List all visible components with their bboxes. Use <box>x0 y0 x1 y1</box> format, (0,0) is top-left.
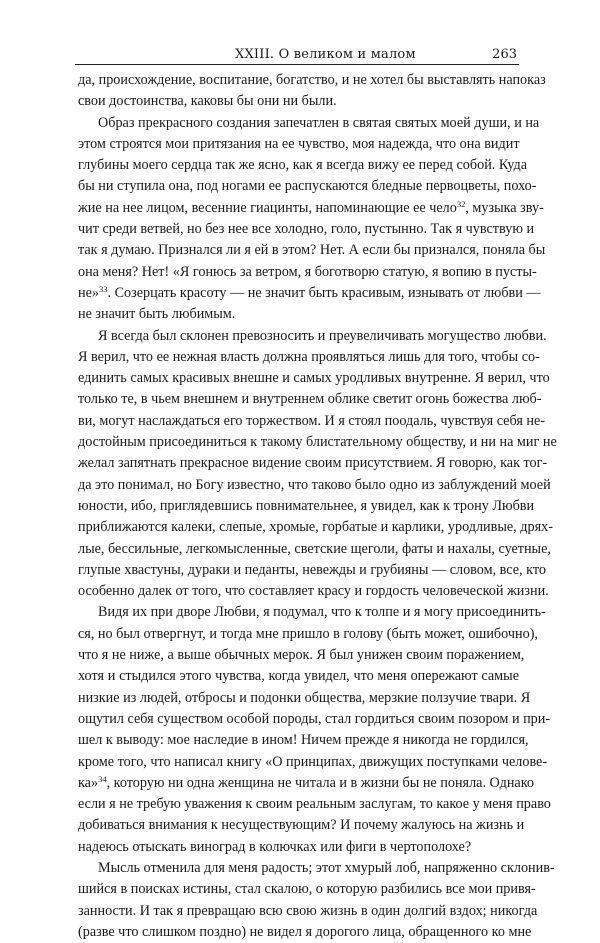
running-title: XXIII. О великом и малом <box>235 47 416 62</box>
paragraph <box>78 326 557 603</box>
text-line <box>78 752 548 773</box>
text-line <box>78 368 550 389</box>
paragraph <box>78 858 555 943</box>
line-text: занности. И так я превращаю всю свою жизнь в один долгий вздох; никогда <box>78 902 538 919</box>
line-text: достойным присоединиться к такому блистательному обществу, и ни на миг не <box>78 434 557 451</box>
paragraph <box>78 113 546 326</box>
text-line <box>78 539 551 560</box>
text-line <box>78 326 547 347</box>
paragraph <box>78 70 546 113</box>
paragraph <box>78 602 551 858</box>
line-text: шийся в поисках истины, стал скалою, о которую разбились все мои привя- <box>78 881 536 898</box>
line-text: не значит быть любимым. <box>78 306 236 323</box>
line-text: приближаются калеки, слепые, хромые, горбатые и карлики, уродливые, дрях- <box>78 519 553 536</box>
line-text: . Созерцать красоту — не значит быть красивым, изнывать от любви — <box>107 284 541 301</box>
text-line <box>78 198 544 219</box>
line-text: , музыка зву- <box>465 199 544 216</box>
line-text: добиваться внимания к несуществующим? И почему жалуюсь на жизнь и <box>78 817 525 834</box>
line-text: да это понимал, но Богу известно, что таково было одно из заблуждений моей <box>78 476 551 493</box>
text-line <box>78 773 534 794</box>
text-line <box>78 858 555 879</box>
text-line <box>78 709 551 730</box>
running-head <box>75 44 519 65</box>
text-line <box>78 688 531 709</box>
text-line <box>78 666 519 687</box>
text-line <box>78 901 538 922</box>
line-text: жие на нее лицом, весенние гиацинты, напоминающие ее чело <box>78 199 457 216</box>
line-text: Видя их при дворе Любви, я подумал, что к толпе и я могу присоединить- <box>98 604 546 621</box>
text-line <box>78 347 540 368</box>
line-text: Я верил, что ее нежная власть должна проявляться лишь для того, чтобы со- <box>78 348 540 365</box>
text-line <box>78 475 551 496</box>
text-line <box>78 517 553 538</box>
text-line <box>78 453 548 474</box>
text-line <box>78 730 529 751</box>
text-line <box>78 432 557 453</box>
line-text: Я всегда был склонен превозносить и преувеличивать могущество любви. <box>98 327 547 344</box>
text-line <box>78 155 527 176</box>
text-line <box>78 879 536 900</box>
text-line <box>78 645 525 666</box>
text-line <box>78 262 537 283</box>
line-text: шел к выводу: мое наследие в ином! Ничем прежде я никогда не гордился, <box>78 732 529 749</box>
line-text: единить самых красивых внешне и самых уродливых внутренне. Я верил, что <box>78 370 550 387</box>
footnote-ref[interactable]: 34 <box>98 773 107 784</box>
line-text: если я не требую уважения к своим реальным заслугам, то какое у меня право <box>78 796 551 813</box>
line-text: особенно далек от того, что составляет красу и гордость человеческой жизни. <box>78 583 549 600</box>
line-text: чит среди ветвей, но без нее все холодно, голо, пустынно. Так я чувствую и <box>78 221 535 238</box>
line-text: бы ни ступила она, под ногами ее распускаются бледные первоцветы, похо- <box>78 178 537 195</box>
line-text: желал запятнать прекрасное видение своим присутствием. Я говорю, как тог- <box>78 455 548 472</box>
line-text: ся, но был отвергнут, и тогда мне пришло в голову (быть может, ошибочно), <box>78 625 538 642</box>
page-number: 263 <box>492 47 517 62</box>
text-line <box>78 794 551 815</box>
text-line <box>78 176 537 197</box>
text-line <box>78 389 542 410</box>
line-text: ви, могут наслаждаться его торжеством. И я стоял поодаль, чувствуя себя не- <box>78 412 546 429</box>
line-text: надеюсь отыскать виноград в колючках или фиги в чертополохе? <box>78 838 472 855</box>
text-line <box>78 624 538 645</box>
text-line <box>78 283 541 304</box>
text-line <box>78 581 549 602</box>
line-text: , которую ни одна женщина не читала и в жизни бы не поняла. Однако <box>106 774 534 791</box>
line-text: лые, бессильные, легкомысленные, светские щеголи, фаты и нахалы, суетные, <box>78 540 551 557</box>
line-text: свои достоинства, каковы бы они ни были. <box>78 93 337 110</box>
text-line <box>78 922 532 943</box>
line-text: Мысль отменила для меня радость; этот хмурый лоб, напряженно склонив- <box>98 859 555 876</box>
text-line <box>78 560 546 581</box>
line-text: кроме того, что написал книгу «О принципах, движущих поступками челове- <box>78 753 548 770</box>
text-line <box>78 837 519 858</box>
line-text: только те, в чьем внешнем и внутреннем облике светит огонь божества люб- <box>78 391 542 408</box>
line-text: ощутил себя существом особой породы, стал гордиться своим позором и при- <box>78 710 551 727</box>
line-text: низкие из людей, отбросы и подонки общества, мерзкие ползучие твари. Я <box>78 689 531 706</box>
text-line <box>78 815 525 836</box>
text-line <box>78 602 546 623</box>
text-line <box>78 219 535 240</box>
text-line <box>78 113 540 134</box>
line-text: что я не ниже, а выше обычных мерок. Я был унижен своим поражением, <box>78 647 525 664</box>
line-text: не» <box>78 284 99 301</box>
text-line <box>78 240 546 261</box>
line-text: да, происхождение, воспитание, богатство, и не хотел бы выставлять напоказ <box>78 72 546 88</box>
text-line <box>78 70 546 91</box>
line-text: ка» <box>78 774 99 791</box>
footnote-ref[interactable]: 32 <box>456 198 466 209</box>
text-line <box>78 304 519 325</box>
line-text: глупые хвастуны, дураки и педанты, невежды и грубияны — словом, все, кто <box>78 561 546 578</box>
line-text: Образ прекрасного создания запечатлен в святая святых моей души, и на <box>98 114 540 131</box>
text-line <box>78 91 519 112</box>
text-line <box>78 411 546 432</box>
line-text: она меня? Нет! «Я гонюсь за ветром, я боготворю статую, я вопию в пусты- <box>78 263 537 280</box>
line-text: этом строятся мои притязания на ее чувство, моя надежда, что она видит <box>78 135 520 152</box>
text-line <box>78 496 535 517</box>
line-text: хотя и стыдился этого чувства, когда увидел, что меня опережают самые <box>78 668 519 685</box>
line-text: (разве что слишком поздно) не видел я дорогого лица, обращенного ко мне <box>78 923 532 940</box>
text-line <box>78 134 519 155</box>
footnote-ref[interactable]: 33 <box>98 283 108 294</box>
line-text: так я думаю. Признался ли я ей в этом? Нет. А если бы признался, поняла бы <box>78 242 546 259</box>
line-text: юности, ибо, приглядевшись повнимательнее, я увидел, как к трону Любви <box>78 497 535 514</box>
body-text <box>78 70 557 943</box>
line-text: глубины моего сердца так же ясно, как я всегда вижу ее перед собой. Куда <box>78 157 527 174</box>
